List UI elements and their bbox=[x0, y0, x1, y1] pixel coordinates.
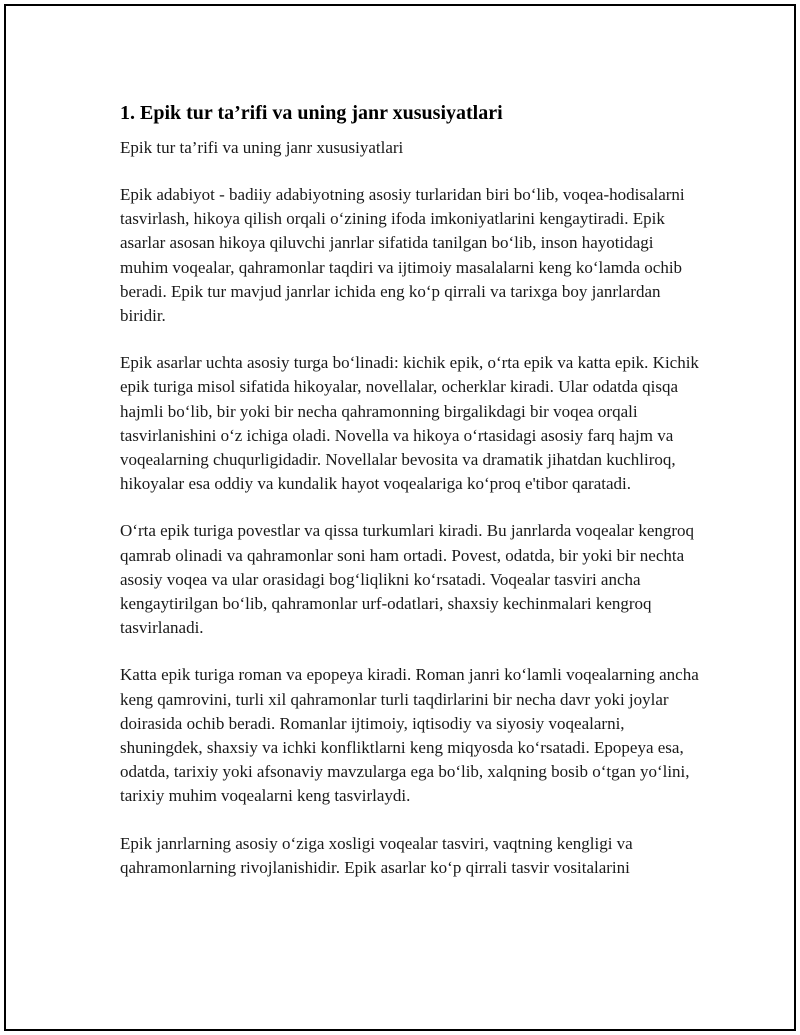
paragraph-orta-epik: O‘rta epik turiga povestlar va qissa turkumlari kiradi. Bu janrlarda voqealar kengroq qamrab olinadi va qahramonlar soni ham ortadi. Povest, odatda, bir yoki bir nechta asosiy voqea va ular orasidagi bog‘liqlikni ko‘rsatadi. Voqealar tasviri ancha kengaytirilgan bo‘lib, qahramonlar urf-odatlari, shaxsiy kechinmalari kengroq tasvirlanadi. bbox=[120, 521, 695, 638]
page-frame bbox=[4, 4, 796, 1031]
paragraph-katta-epik: Katta epik turiga roman va epopeya kiradi. Roman janri ko‘lamli voqealarning ancha keng qamrovini, turli xil qahramonlar turli taqdirlarini bir necha davr yoki joylar doirasida ochib beradi. Romanlar ijtimoiy, iqtisodiy va siyosiy voqealarni, shuningdek, shaxsiy va ichki konfliktlarni keng miqyosda ko‘rsatadi. Epopeya esa, odatda, tarixiy yoki afsonaviy mavzularga ega bo‘lib, xalqning bosib o‘tgan yo‘lini, tarixiy muhim voqealarni keng tasvirlaydi. bbox=[120, 665, 699, 806]
document-subtitle: Epik tur ta’rifi va uning janr xususiyatlari bbox=[120, 138, 404, 157]
paragraph-ozigaxoslik: Epik janrlarning asosiy o‘ziga xosligi voqealar tasviri, vaqtning kengligi va qahramonlarning rivojlanishidir. Epik asarlar ko‘p qirrali tasvir vositalarini bbox=[120, 833, 633, 877]
document-title: 1. Epik tur ta’rifi va uning janr xususiyatlari bbox=[120, 102, 503, 124]
document-body bbox=[120, 96, 700, 880]
paragraph-epik-turlari: Epik asarlar uchta asosiy turga bo‘linadi: kichik epik, o‘rta epik va katta epik. Kichik epik turiga misol sifatida hikoyalar, novellalar, ocherklar kiradi. Ular odatda qisqa hajmli bo‘lib, bir yoki bir necha qahramonning birgalikdagi bir voqea orqali tasvirlanishini o‘z ichiga oladi. Novella va hikoya o‘rtasidagi asosiy farq hajm va voqealarning chuqurligidadir. Novellalar bevosita va dramatik jihatdan kuchliroq, hikoyalar esa oddiy va kundalik hayot voqealariga ko‘proq e'tibor qaratadi. bbox=[120, 353, 699, 494]
paragraph-epik-adabiyot: Epik adabiyot - badiiy adabiyotning asosiy turlaridan biri bo‘lib, voqea-hodisalarni tasvirlash, hikoya qilish orqali o‘zining ifoda imkoniyatlarini kengaytiradi. Epik asarlar asosan hikoya qiluvchi janrlar sifatida tanilgan bo‘lib, inson hayotidagi muhim voqealar, qahramonlar taqdiri va ijtimoiy masalalarni keng ko‘lamda ochib beradi. Epik tur mavjud janrlar ichida eng ko‘p qirrali va tarixga boy janrlardan biridir. bbox=[120, 185, 685, 326]
